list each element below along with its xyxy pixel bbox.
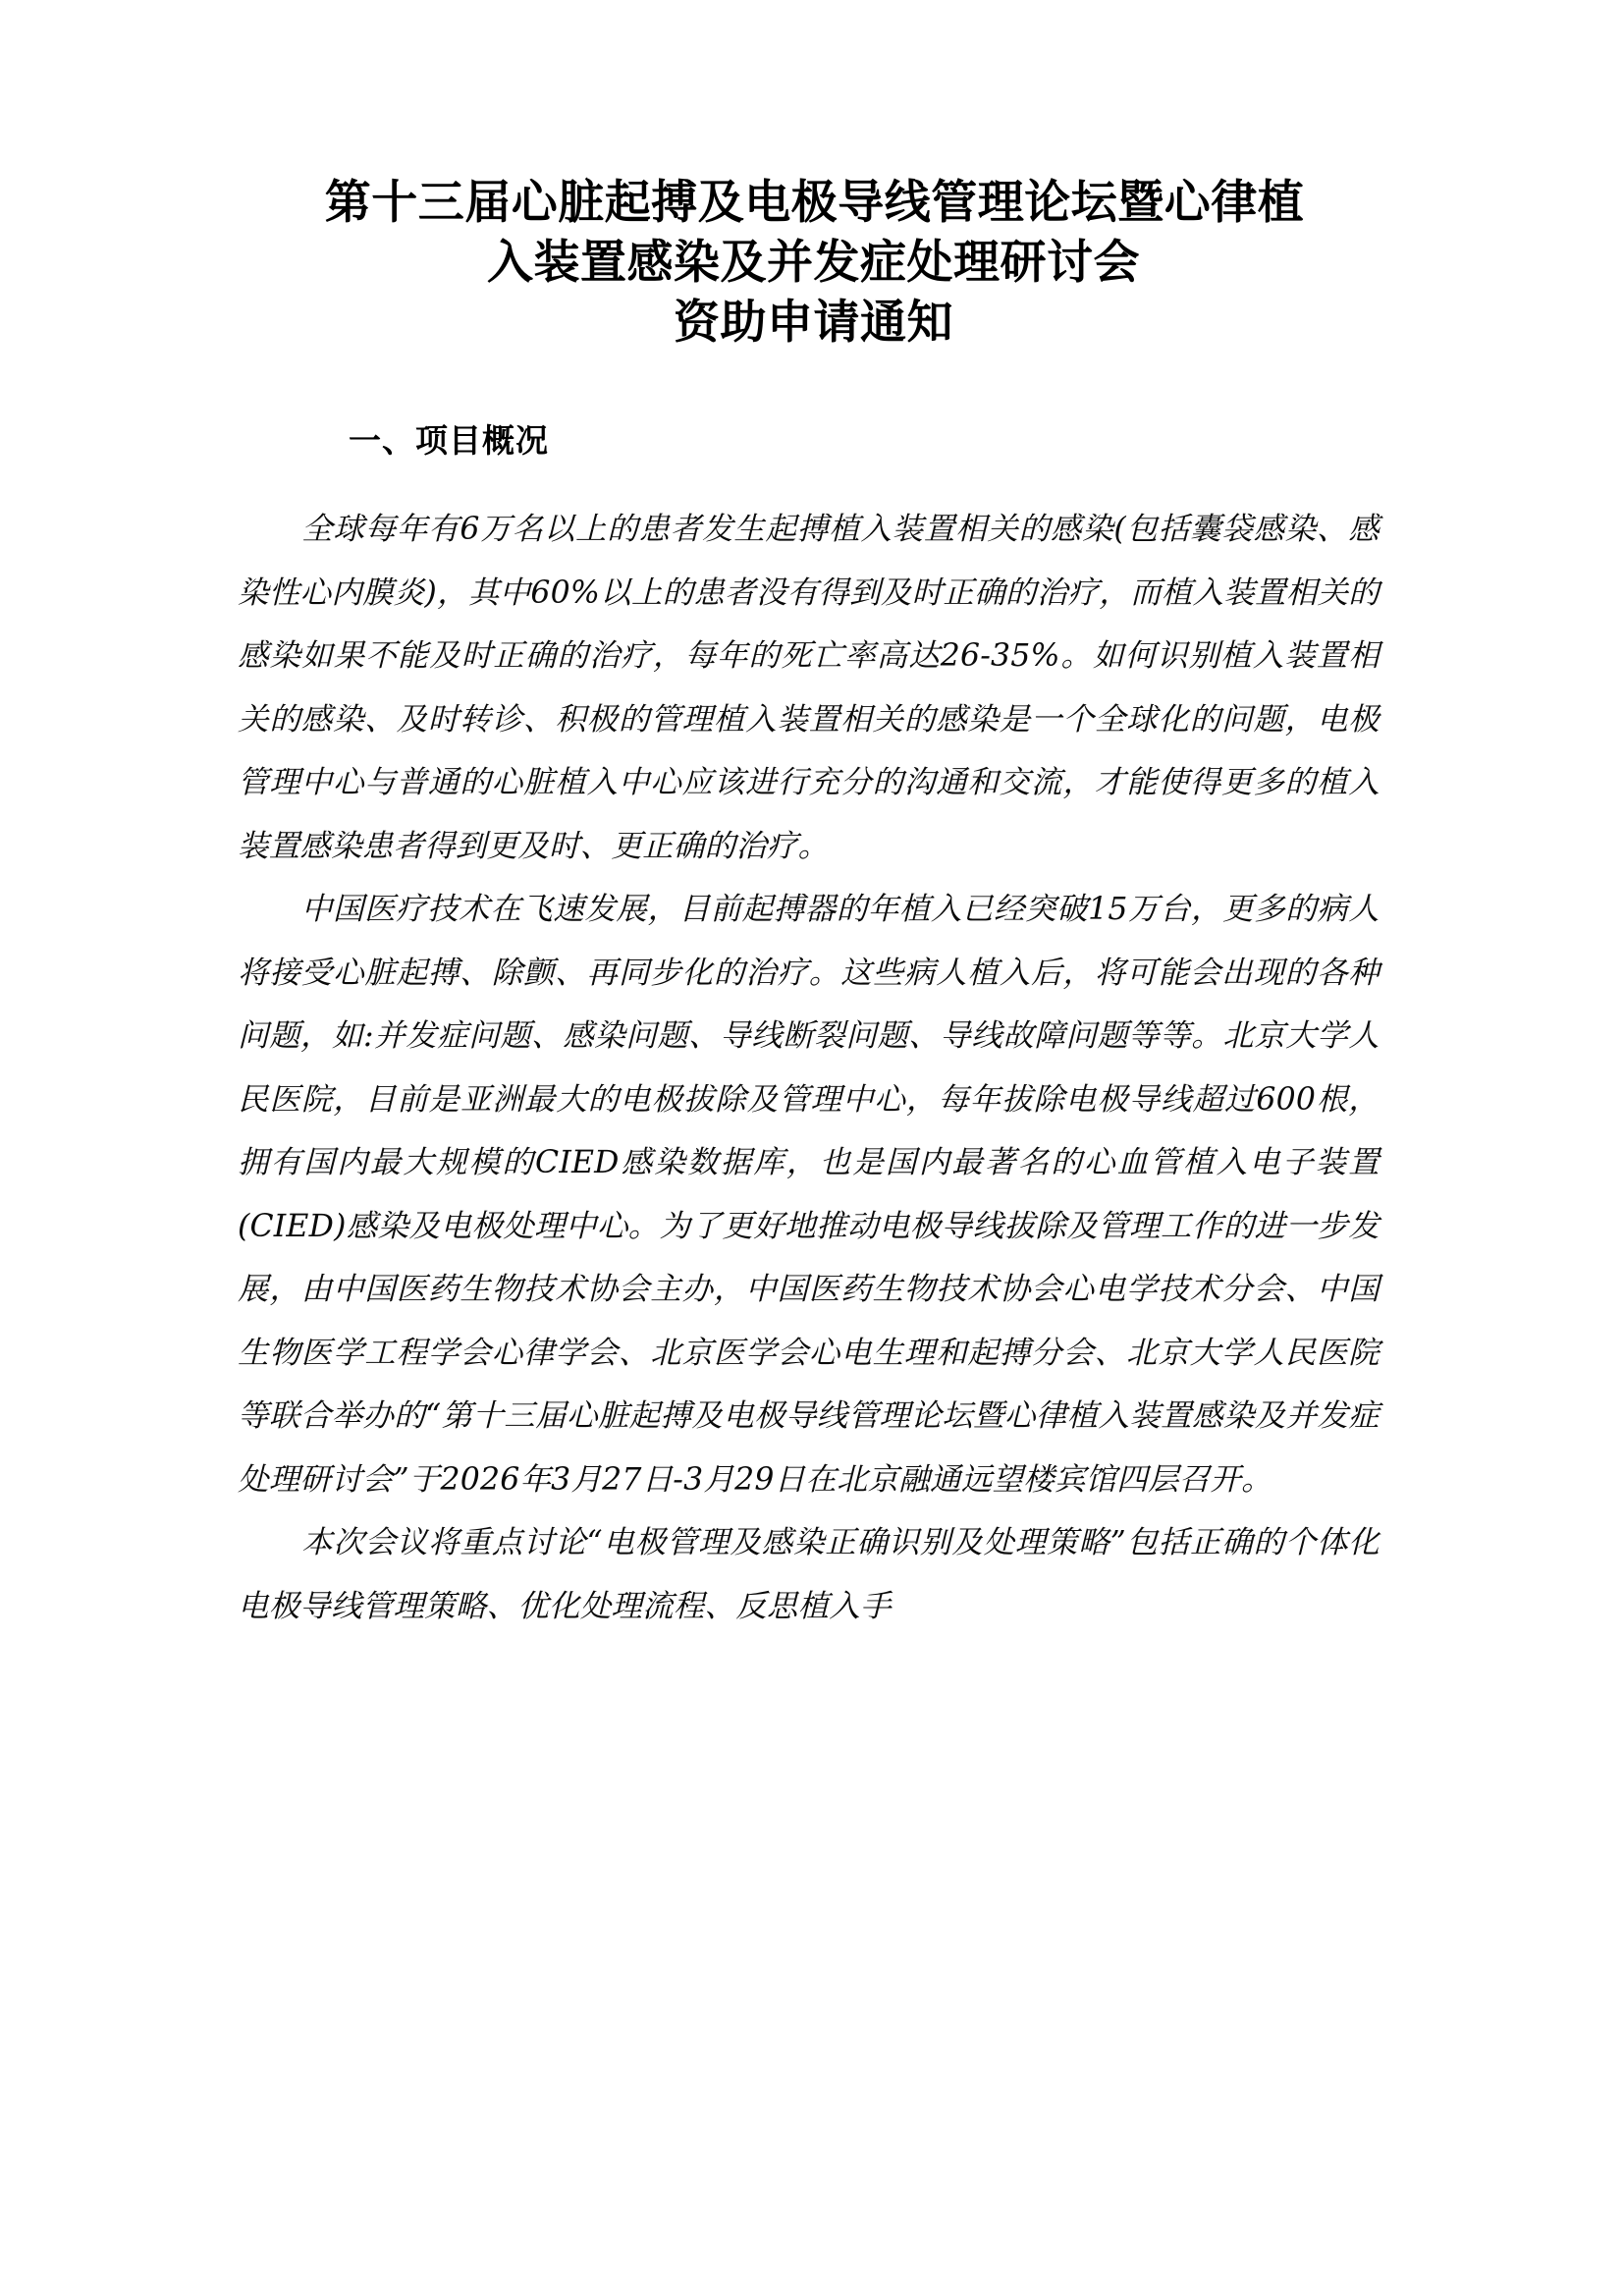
paragraph-2	[238, 878, 1380, 1511]
title-line-2: 入装置感染及并发症处理研讨会	[487, 236, 1140, 290]
title-line-1: 第十三届心脏起搏及电极导线管理论坛暨心律植	[324, 176, 1305, 230]
paragraph-1	[238, 498, 1380, 878]
paragraph-3	[238, 1511, 1380, 1638]
paragraph-2-text: 中国医疗技术在飞速发展，目前起搏器的年植入已经突破15万台，更多的病人将接受心脏起搏、除颤、再同步化的治疗。这些病人植入后，将可能会出现的各种问题，如:并发症问题、感染问题、导线断裂问题、导线故障问题等等。北京大学人民医院，目前是亚洲最大的电极拔除及管理中心，每年拔除电极导线超过600根，拥有国内最大规模的CIED感染数据库，也是国内最著名的心血管植入电子装置(CIED)感染及电极处理中心。为了更好地推动电极导线拔除及管理工作的进一步发展，由中国医药生物技术协会主办，中国医药生物技术协会心电学技术分会、中国生物医学工程学会心律学会、北京医学会心电生理和起搏分会、北京大学人民医院等联合举办的“第十三届心脏起搏及电极导线管理论坛暨心律植入装置感染及并发症处理研讨会”于2026年3月27日-3月29日在北京融通远望楼宾馆四层召开。	[238, 892, 1380, 1498]
page-title	[0, 0, 1623, 353]
paragraph-1-text: 全球每年有6万名以上的患者发生起搏植入装置相关的感染(包括囊袋感染、感染性心内膜炎)，其中60%以上的患者没有得到及时正确的治疗，而植入装置相关的感染如果不能及时正确的治疗，每年的死亡率高达26-35%。如何识别植入装置相关的感染、及时转诊、积极的管理植入装置相关的感染是一个全球化的问题，电极管理中心与普通的心脏植入中心应该进行充分的沟通和交流，才能使得更多的植入装置感染患者得到更及时、更正确的治疗。	[238, 512, 1380, 864]
paragraph-3-text: 本次会议将重点讨论“电极管理及感染正确识别及处理策略”包括正确的个体化电极导线管理策略、优化处理流程、反思植入手	[238, 1525, 1380, 1624]
section-heading-overview: 一、项目概况	[349, 421, 549, 460]
title-line-3: 资助申请通知	[674, 296, 953, 350]
body-content	[0, 498, 1623, 1638]
